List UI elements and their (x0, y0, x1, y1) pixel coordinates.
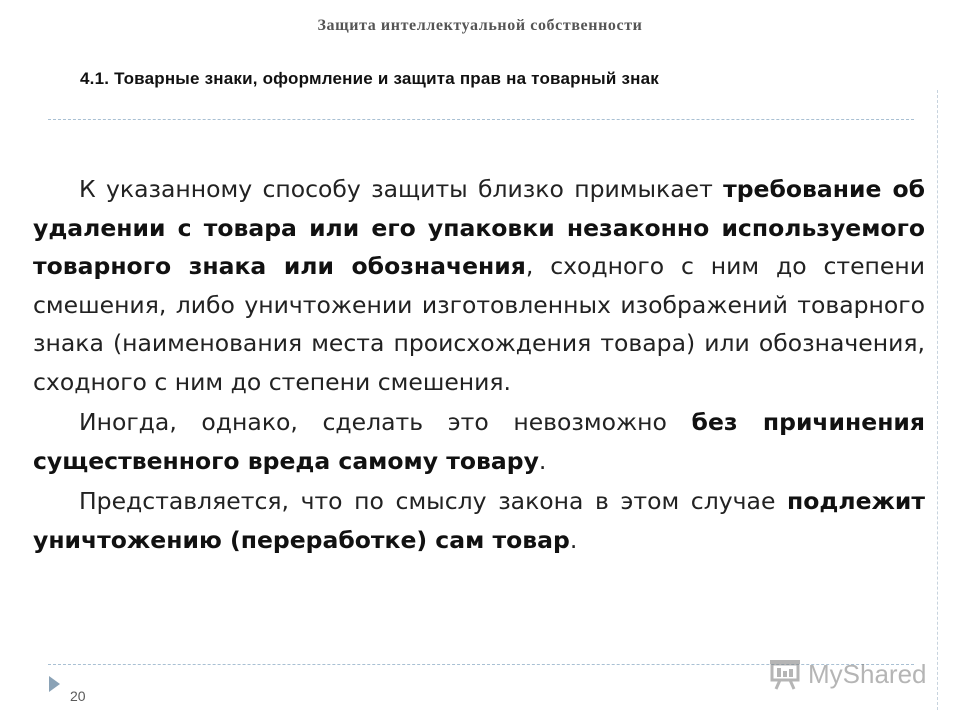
p3-text-end: . (569, 525, 578, 554)
page-marker-triangle-icon (49, 676, 60, 692)
top-divider (48, 119, 914, 120)
p3-text-start: Представляется, что по смыслу закона в этом случае (79, 487, 788, 515)
slide-body (33, 170, 925, 559)
paragraph-2 (33, 403, 925, 480)
p2-text-start: Иногда, однако, сделать это невозможно (79, 408, 692, 436)
watermark (768, 656, 927, 692)
header-title: Защита интеллектуальной собственности (317, 17, 643, 34)
slide-subtitle: 4.1. Товарные знаки, оформление и защита прав на товарный знак (80, 69, 659, 88)
paragraph-3 (33, 482, 925, 559)
p1-text-end: , сходного с ним до степени смешения, либо уничтожении изготовленных изображений товарного знака (наименования места происхождения товара) или обозначения, сходного с ним до степени смешения. (33, 252, 925, 396)
right-divider (937, 90, 938, 710)
p1-bold-text: требование об удалении с товара или его упаковки незаконно используемого товарного знака или обозначения (33, 175, 926, 280)
p1-text-start: К указанному способу защиты близко примыкает (79, 175, 724, 203)
paragraph-1 (33, 170, 925, 401)
presentation-board-icon (768, 658, 802, 690)
p3-bold-text: подлежит уничтожению (переработке) сам товар (33, 487, 925, 554)
p2-bold-text: без причинения существенного вреда самому товару (33, 408, 925, 475)
p2-text-end: . (538, 446, 547, 475)
page-number: 20 (70, 688, 86, 704)
watermark-text: MyShared (808, 658, 927, 689)
